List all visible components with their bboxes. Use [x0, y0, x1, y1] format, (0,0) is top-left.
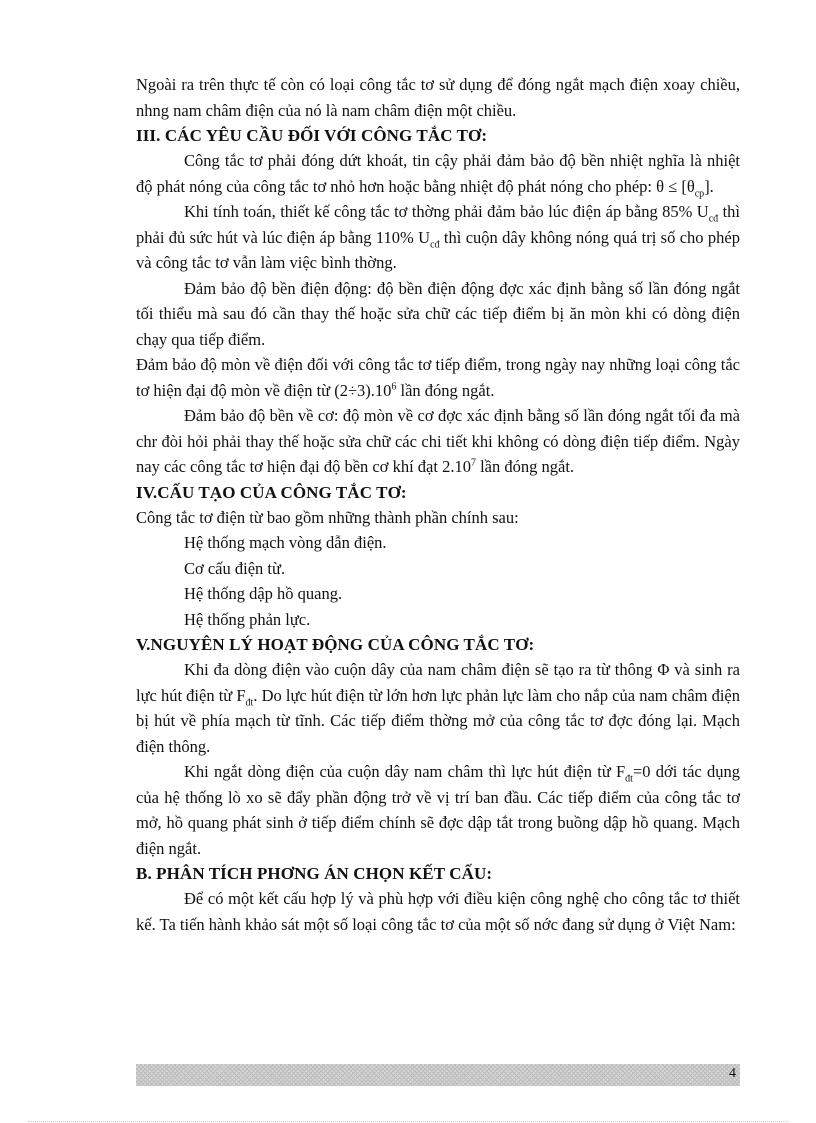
list-item: Hệ thống dập hồ quang. — [184, 584, 343, 603]
op-sub: đt — [245, 696, 254, 708]
paragraph-operation-off — [136, 759, 740, 861]
list-item: Hệ thống mạch vòng dẫn điện. — [184, 533, 387, 552]
page-footer — [136, 1064, 740, 1086]
mech-text-a: Đảm bảo độ bền về cơ: độ mòn về cơ đợc xác định bằng số lần đóng ngắt tối đa mà chr đòi hỏi phải thay thế hoặc sửa chữ các chi tiết khi không có dòng điện tiếp điểm. Ngày nay các công tắc tơ hiện đại độ bền cơ khí đạt 2.10 — [136, 406, 740, 476]
voltage-text-a: Khi tính toán, thiết kế công tắc tơ thờng phải đảm bảo lúc điện áp bằng 85% U — [184, 202, 709, 221]
document-body — [136, 72, 740, 937]
paragraph-dynamic-strength: Đảm bảo độ bền điện động: độ bền điện động đợc xác định bằng số lần đóng ngắt tối thiểu mà sau đó cần thay thế hoặc sửa chữ các tiếp điểm bị ăn mòn khi có dòng điện chạy qua tiếp điểm. — [136, 278, 740, 349]
paragraph-electrical-wear — [136, 352, 740, 403]
off-text-a: Khi ngắt dòng điện của cuộn dây nam châm thì lực hút điện từ F — [184, 762, 626, 781]
phi-symbol: Φ — [657, 660, 670, 679]
wear-sup: 6 — [391, 381, 397, 392]
op-text-a: Khi đa dòng điện vào cuộn dây của nam châm điện sẽ tạo ra từ thông — [184, 660, 653, 679]
thermal-text: Công tắc tơ phải đóng dứt khoát, tin cậy phải đảm bảo độ bền nhiệt nghĩa là nhiệt độ phát nóng của công tắc tơ nhỏ hơn hoặc bằng nhiệt độ phát nóng cho phép: — [136, 151, 740, 196]
paragraph-mechanical — [136, 403, 740, 480]
list-item: Cơ cấu điện từ. — [184, 558, 286, 578]
heading-section-3: III. CÁC YÊU CẦU ĐỐI VỚI CÔNG TẮC TƠ: — [136, 126, 488, 145]
paragraph-components-intro: Công tắc tơ điện từ bao gồm những thành phần chính sau: — [136, 507, 519, 527]
paragraph-structure-analysis: Để có một kết cấu hợp lý và phù hợp với điều kiện công nghệ cho công tắc tơ thiết kế. Ta tiến hành khảo sát một số loại công tắc tơ của một số nớc đang sử dụng ở Việt Nam: — [136, 889, 740, 934]
wear-text-b: lần đóng ngắt. — [396, 380, 495, 400]
voltage-text-b: thì phải đủ sức hút và lúc điện áp bằng 110% U — [136, 202, 740, 247]
list-item: Hệ thống phản lực. — [184, 609, 311, 629]
paragraph-thermal — [136, 148, 740, 199]
formula-end: ]. — [704, 176, 714, 196]
heading-section-4: IV.CẤU TẠO CỦA CÔNG TẮC TƠ: — [136, 482, 407, 502]
op-text-b: và sinh ra lực hút điện từ F — [136, 660, 741, 705]
paragraph-voltage — [136, 199, 740, 276]
voltage-text-c: thì cuộn dây không nóng quá trị số cho phép và công tắc tơ vẫn làm việc bình thờng. — [136, 227, 740, 272]
voltage-sub-2: cđ — [430, 238, 440, 250]
page-number: 4 — [729, 1066, 736, 1081]
page-bottom-divider — [28, 1121, 788, 1122]
mech-sup: 7 — [470, 457, 476, 469]
heading-section-b: B. PHÂN TÍCH PHƠNG ÁN CHỌN KẾT CẤU: — [136, 864, 493, 883]
voltage-sub-1: cđ — [708, 213, 719, 225]
heading-section-5: V.NGUYÊN LÝ HOẠT ĐỘNG CỦA CÔNG TẮC TƠ: — [136, 635, 535, 654]
paragraph-intro: Ngoài ra trên thực tế còn có loại công tắc tơ sử dụng để đóng ngắt mạch điện xoay chiều, nhng nam châm điện của nó là nam châm điện một chiều. — [136, 75, 740, 120]
paragraph-operation-on — [136, 657, 740, 759]
formula-sub-cp: cp — [694, 187, 705, 199]
formula-theta: θ ≤ [θ — [656, 176, 695, 196]
mech-text-b: lần đóng ngắt. — [475, 457, 575, 476]
thermal-formula — [656, 176, 714, 199]
off-text-b: =0 dới tác dụng của hệ thống lò xo sẽ đẩy phần động trở về vị trí ban đầu. Các tiếp điểm của công tắc tơ mở, hồ quang phát sinh ở tiếp điểm chính sẽ đợc dập tắt trong buồng dập hồ quang. Mạch điện ngắt. — [136, 762, 740, 858]
wear-text-a: Đảm bảo độ mòn về điện đối với công tắc tơ tiếp điểm, trong ngày nay những loại công tắc tơ hiện đại độ mòn về điện từ (2÷3).10 — [136, 355, 740, 400]
op-text-c: . Do lực hút điện từ lớn hơn lực phản lực làm cho nắp của nam châm điện bị hút về phía mạch từ tĩnh. Các tiếp điểm thờng mở của công tắc tơ đợc đóng lại. Mạch điện thông. — [136, 685, 741, 756]
off-sub: đt — [625, 773, 633, 785]
